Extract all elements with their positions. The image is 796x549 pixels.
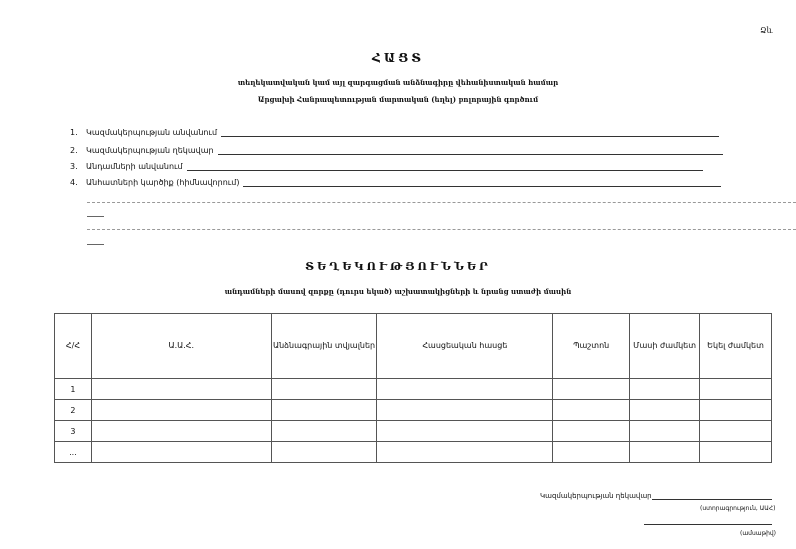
- row-number: ...: [55, 442, 92, 463]
- row-number: 2: [55, 400, 92, 421]
- table-cell[interactable]: [91, 442, 271, 463]
- field-label: Անդամների անվանում: [86, 162, 183, 171]
- field-number: 3.: [70, 162, 78, 171]
- table-row: [55, 421, 772, 442]
- continuation-line[interactable]: [87, 229, 796, 230]
- field-2: [70, 146, 723, 155]
- table-cell[interactable]: [377, 442, 553, 463]
- section-title: ՏԵՂԵԿՈՒԹՅՈՒՆՆԵՐ: [305, 260, 491, 273]
- field-number: 1.: [70, 128, 78, 137]
- date-hint: (ամսաթիվ): [740, 530, 777, 537]
- table-cell[interactable]: [553, 421, 630, 442]
- table-cell[interactable]: [91, 400, 271, 421]
- fill-line[interactable]: [187, 169, 703, 171]
- table-cell[interactable]: [271, 379, 377, 400]
- continuation-line-end: [87, 244, 104, 245]
- column-header: Հ/Հ: [55, 314, 92, 379]
- continuation-line-end: [87, 216, 104, 217]
- table-cell[interactable]: [377, 421, 553, 442]
- continuation-line[interactable]: [87, 202, 796, 203]
- table-cell[interactable]: [377, 400, 553, 421]
- subtitle-line-2: Արցախի Հանրապետության մարտական (եղել) բոլորային գործում: [257, 95, 539, 104]
- table-cell[interactable]: [377, 379, 553, 400]
- document-title: ՀԱՑՏ: [372, 51, 424, 65]
- date-line[interactable]: [644, 524, 772, 525]
- field-3: [70, 162, 703, 171]
- fill-line[interactable]: [243, 185, 721, 187]
- field-1: [70, 128, 719, 137]
- signature-label: Կազմակերպության ղեկավար: [540, 492, 652, 500]
- field-number: 2.: [70, 146, 78, 155]
- table-row: [55, 379, 772, 400]
- row-number: 1: [55, 379, 92, 400]
- form-number: Ձև: [760, 26, 773, 35]
- table-cell[interactable]: [630, 379, 700, 400]
- column-header: Եկել ժամկետ: [700, 314, 772, 379]
- field-label: Անհատների կարծիք (հիմնավորում): [86, 178, 240, 187]
- field-label: Կազմակերպության անվանում: [86, 128, 218, 137]
- staff-table: [54, 313, 772, 463]
- column-header: Հասցեական հասցե: [377, 314, 553, 379]
- table-cell[interactable]: [91, 421, 271, 442]
- fill-line[interactable]: [218, 153, 723, 155]
- field-number: 4.: [70, 178, 78, 187]
- table-cell[interactable]: [91, 379, 271, 400]
- table-cell[interactable]: [553, 442, 630, 463]
- table-cell[interactable]: [271, 421, 377, 442]
- signature-hint: (ստորագրություն, ԱԱՀ): [700, 505, 776, 512]
- fill-line[interactable]: [221, 135, 719, 137]
- table-cell[interactable]: [700, 400, 772, 421]
- field-4: [70, 178, 721, 187]
- subtitle-line-1: տեղեկատվական կամ այլ զարգացման անձնագիրը վեհանիստական համար: [237, 78, 559, 87]
- field-label: Կազմակերպության ղեկավար: [86, 146, 214, 155]
- column-header: Ա.Ա.Հ.: [91, 314, 271, 379]
- row-number: 3: [55, 421, 92, 442]
- table-cell[interactable]: [630, 421, 700, 442]
- table-cell[interactable]: [553, 400, 630, 421]
- table-cell[interactable]: [271, 442, 377, 463]
- signature-line[interactable]: [652, 499, 772, 500]
- table-header-row: [55, 314, 772, 379]
- table-row: [55, 442, 772, 463]
- table-row: [55, 400, 772, 421]
- column-header: Անձնագրային տվյալներ: [271, 314, 377, 379]
- table-cell[interactable]: [700, 421, 772, 442]
- table-cell[interactable]: [630, 400, 700, 421]
- table-cell[interactable]: [700, 379, 772, 400]
- column-header: Պաշտոն: [553, 314, 630, 379]
- table-cell[interactable]: [630, 442, 700, 463]
- table-cell[interactable]: [700, 442, 772, 463]
- column-header: Մասի ժամկետ: [630, 314, 700, 379]
- table-cell[interactable]: [553, 379, 630, 400]
- section-subtitle: անդամների մասով զորքը (դուրս եկած) աշխատակիցների և նրանց ստաժի մասին: [224, 287, 572, 296]
- table-cell[interactable]: [271, 400, 377, 421]
